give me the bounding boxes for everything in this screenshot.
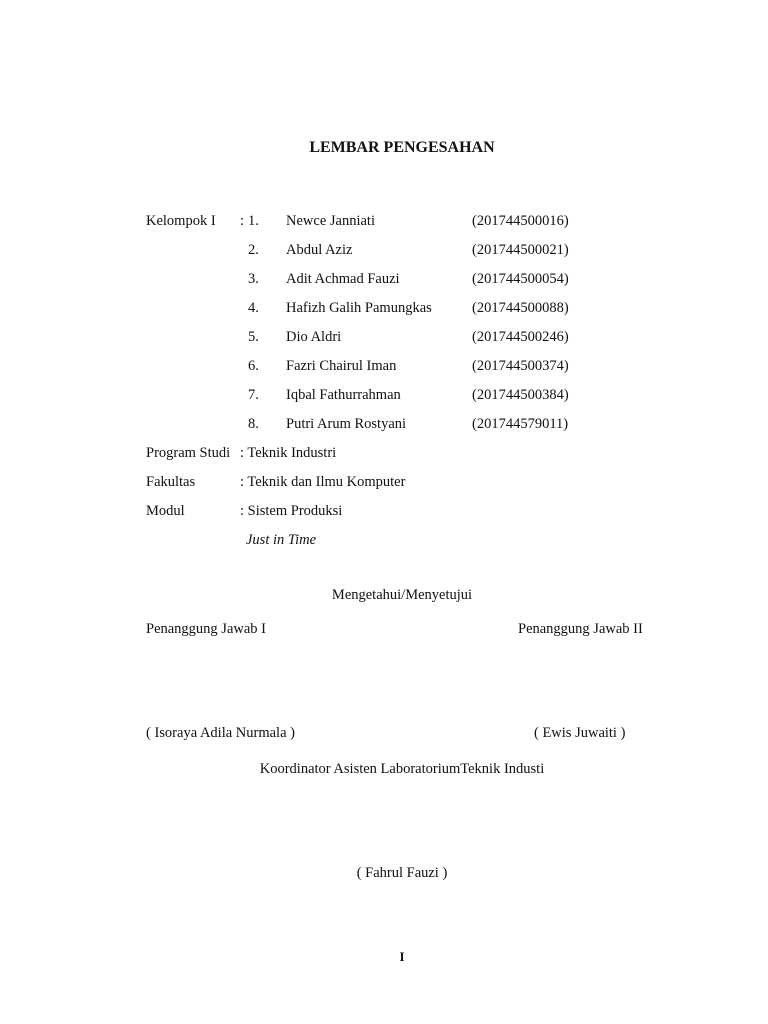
member-number: 1. [248,213,259,229]
program-studi-label: Program Studi [146,445,231,461]
member-nim: (201744500054) [472,271,569,287]
member-name: Newce Janniati [286,213,375,229]
member-name: Putri Arum Rostyani [286,416,407,432]
member-number: 3. [248,271,259,287]
member-name: Adit Achmad Fauzi [286,271,400,287]
coordinator-name: ( Fahrul Fauzi ) [356,865,448,881]
modul-value: : Sistem Produksi [240,503,343,519]
left-signatory-role: Penanggung Jawab I [146,621,267,637]
page-title: LEMBAR PENGESAHAN [309,139,495,156]
right-signatory-role: Penanggung Jawab II [518,621,643,637]
modul-subtitle: Just in Time [246,532,317,548]
coordinator-role: Koordinator Asisten LaboratoriumTeknik Industi [259,761,545,777]
member-name: Fazri Chairul Iman [286,358,397,374]
member-name: Iqbal Fathurrahman [286,387,401,403]
member-number: 4. [248,300,259,316]
right-signatory-name: ( Ewis Juwaiti ) [534,725,626,741]
group-label: Kelompok I [146,213,216,229]
approval-heading: Mengetahui/Menyetujui [331,587,473,603]
member-number: 5. [248,329,259,345]
page-number: I [399,949,405,964]
member-nim: (201744500088) [472,300,569,316]
left-signatory-name: ( Isoraya Adila Nurmala ) [146,725,295,741]
member-name: Abdul Aziz [286,242,353,258]
group-separator: : [240,213,245,229]
member-number: 7. [248,387,259,403]
member-nim: (201744500021) [472,242,569,258]
member-nim: (201744500246) [472,329,569,345]
member-name: Dio Aldri [286,329,342,345]
member-nim: (201744500016) [472,213,569,229]
fakultas-value: : Teknik dan Ilmu Komputer [240,474,406,490]
modul-label: Modul [146,503,185,519]
member-number: 2. [248,242,259,258]
member-name: Hafizh Galih Pamungkas [286,300,432,316]
member-nim: (201744500374) [472,358,569,374]
program-studi-value: : Teknik Industri [240,445,337,461]
member-nim: (201744500384) [472,387,569,403]
member-nim: (201744579011) [472,416,569,432]
fakultas-label: Fakultas [146,474,196,490]
member-number: 6. [248,358,259,374]
member-number: 8. [248,416,259,432]
